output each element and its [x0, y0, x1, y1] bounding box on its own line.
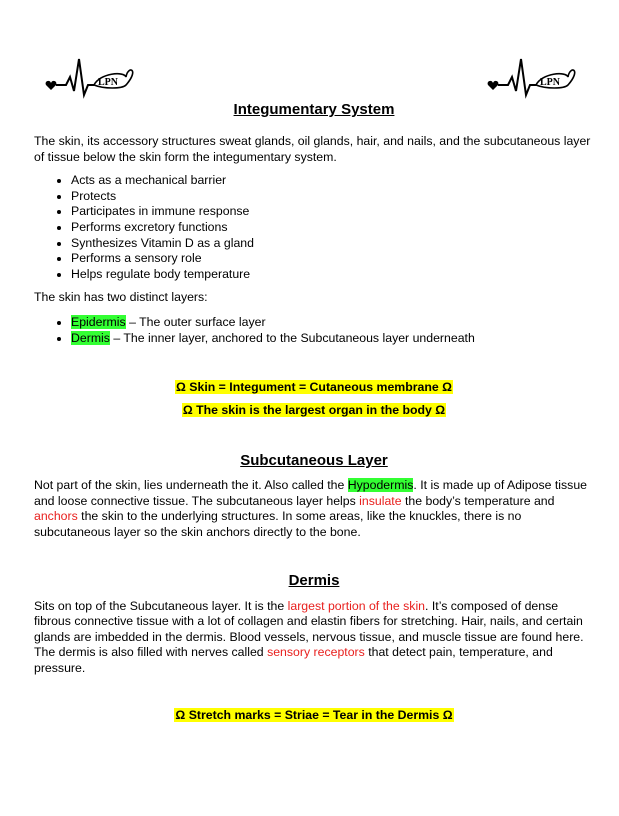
dermis-paragraph: Sits on top of the Subcutaneous layer. It is the largest portion of the skin. It’s composed of dense fibrous connective tissue with a lot of collagen and elastin fibers for stretching. Hair, nails, and certain glands are imbedded in the dermis. Blood vessels, nervous tissue, and muscle tissue are found here. The dermis is also filled with nerves called sensory receptors that detect pain, temperature, and pressure.: [34, 598, 584, 675]
layer-description: – The inner layer, anchored to the Subcutaneous layer underneath: [109, 330, 475, 345]
svg-text:LPN: LPN: [540, 77, 560, 88]
insulate-red-text: insulate: [359, 493, 402, 508]
subcutaneous-heading: Subcutaneous Layer: [240, 452, 388, 470]
svg-text:LPN: LPN: [98, 77, 118, 88]
heartbeat-heart-icon: [486, 55, 576, 100]
function-list-item: • Performs a sensory role: [71, 251, 594, 267]
layer-term-highlight: Dermis: [71, 330, 110, 345]
subcutaneous-paragraph: Not part of the skin, lies underneath the it. Also called the Hypodermis. It is made up of Adipose tissue and loose connective tissue. The subcutaneous layer helps insulate the body’s temperature and anchors the skin to the underlying structures. In some areas, like the knuckles, there is no subcutaneous layer so the skin anchors directly to the bone.: [34, 478, 587, 539]
layer-list-item: [71, 315, 594, 331]
callout-stretch-marks: Ω Stretch marks = Striae = Tear in the Dermis Ω: [175, 708, 453, 723]
function-list-item: • Performs excretory functions: [71, 220, 594, 236]
lpn-logo-right: [486, 55, 576, 100]
sensory-receptors-red-text: sensory receptors: [267, 645, 365, 660]
intro-paragraph: The skin, its accessory structures sweat glands, oil glands, hair, and nails, and the subcutaneous layer of tissue below the skin form the integumentary system.: [34, 134, 591, 164]
heartbeat-heart-icon: [44, 55, 134, 100]
layer-list-item: [71, 331, 594, 347]
layers-intro: The skin has two distinct layers:: [34, 290, 208, 305]
page-title: Integumentary System: [233, 101, 395, 118]
layer-description: – The outer surface layer: [125, 314, 266, 329]
lpn-logo-left: [44, 55, 134, 100]
callout-skin-synonyms: Ω Skin = Integument = Cutaneous membrane Ω: [176, 380, 452, 395]
functions-list: [34, 173, 594, 282]
function-list-item: • Acts as a mechanical barrier: [71, 173, 594, 189]
hypodermis-highlight: Hypodermis: [347, 478, 414, 493]
largest-portion-red-text: largest portion of the skin: [287, 598, 426, 613]
function-list-item: • Protects: [71, 189, 594, 205]
anchors-red-text: anchors: [34, 509, 78, 524]
dermis-heading: Dermis: [288, 571, 340, 589]
function-list-item: • Participates in immune response: [71, 204, 594, 220]
function-list-item: • Helps regulate body temperature: [71, 267, 594, 283]
layer-term-highlight: Epidermis: [71, 314, 126, 329]
layers-list: [34, 315, 594, 346]
function-list-item: • Synthesizes Vitamin D as a gland: [71, 236, 594, 252]
document-page: [34, 100, 594, 723]
callout-largest-organ: Ω The skin is the largest organ in the body Ω: [182, 403, 446, 418]
